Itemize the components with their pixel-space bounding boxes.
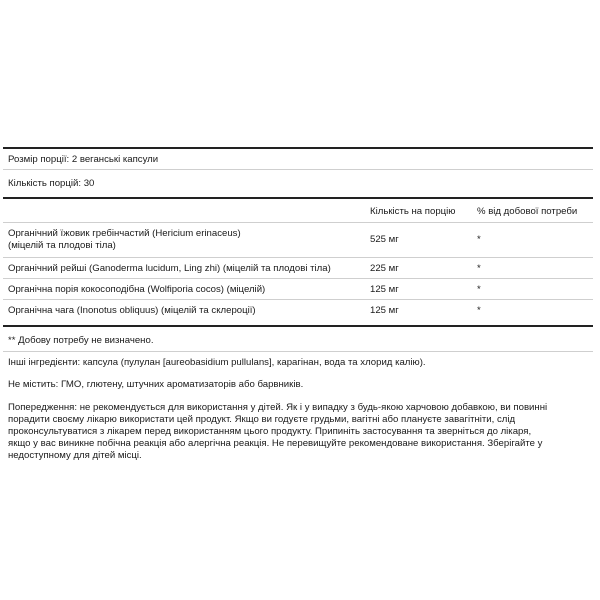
table-row bbox=[3, 258, 593, 278]
ingredient-name: Органічна чага (Inonotus obliquus) (міцелій та склероції) bbox=[8, 305, 256, 316]
ingredient-name: Органічний рейші (Ganoderma lucidum, Ling zhi) (міцелій та плодові тіла) bbox=[8, 263, 331, 274]
footnote: ** Добову потребу не визначено. bbox=[8, 335, 154, 346]
servings-count-value: 30 bbox=[83, 178, 95, 189]
ingredient-amount: 525 мг bbox=[370, 234, 399, 245]
table-row bbox=[3, 300, 593, 320]
table-header bbox=[3, 199, 593, 222]
ingredient-name-continued: (міцелій та плодові тіла) bbox=[8, 240, 116, 251]
other-ingredients bbox=[3, 352, 593, 373]
daily-value-mark: * bbox=[477, 284, 481, 295]
ingredient-amount: 125 мг bbox=[370, 305, 399, 316]
supplement-facts-panel bbox=[3, 147, 593, 462]
other-ingredients-text: капсула (пулулан [aureobasidium pullulans], карагінан, вода та хлорид калію). bbox=[82, 357, 426, 368]
table-row bbox=[3, 223, 593, 257]
daily-value-header-text: % від добової потреби bbox=[477, 206, 578, 217]
amount-per-serving-header: Кількість на порцію bbox=[370, 206, 456, 217]
serving-size-row bbox=[3, 149, 593, 169]
daily-value-mark: * bbox=[477, 305, 481, 316]
daily-value-mark: * bbox=[477, 263, 481, 274]
table-row bbox=[3, 279, 593, 299]
ingredient-name: Органічний їжовик гребінчастий (Hericium erinaceus) bbox=[8, 228, 241, 239]
free-from bbox=[3, 373, 593, 397]
other-ingredients-label: Інші інгредієнти: bbox=[8, 357, 81, 368]
ingredient-name: Органічна порія кокосоподібна (Wolfiporia cocos) (міцелій) bbox=[8, 284, 266, 295]
servings-count-row bbox=[3, 170, 593, 197]
servings-count-label: Кількість порцій: bbox=[8, 178, 82, 189]
free-from-label: Не містить: bbox=[8, 379, 59, 390]
free-from-text: ГМО, глютену, штучних ароматизаторів або барвників. bbox=[60, 379, 304, 390]
daily-value-mark: * bbox=[477, 234, 481, 245]
ingredient-amount: 125 мг bbox=[370, 284, 399, 295]
ingredient-amount: 225 мг bbox=[370, 263, 399, 274]
serving-size-value: 2 веганські капсули bbox=[71, 154, 159, 165]
warning-text: Попередження: не рекомендується для використання у дітей. Як і у випадку з будь-якою харчовою добавкою, ви повинні порадити своєму лікарю використати цей продукт. Якщо ви годуєте грудьми, вагітні або плануєте завагітніти, слід проконсультуватися з лікарем перед використанням цього продукту. Припиніть застосування та зверніться до лікаря, якщо у вас виникне побічна реакція або алергічна реакція. Не перевищуйте рекомендоване використання. Зберігайте у недоступному для дітей місці. bbox=[8, 402, 548, 461]
serving-size-label: Розмір порції: bbox=[8, 154, 70, 165]
